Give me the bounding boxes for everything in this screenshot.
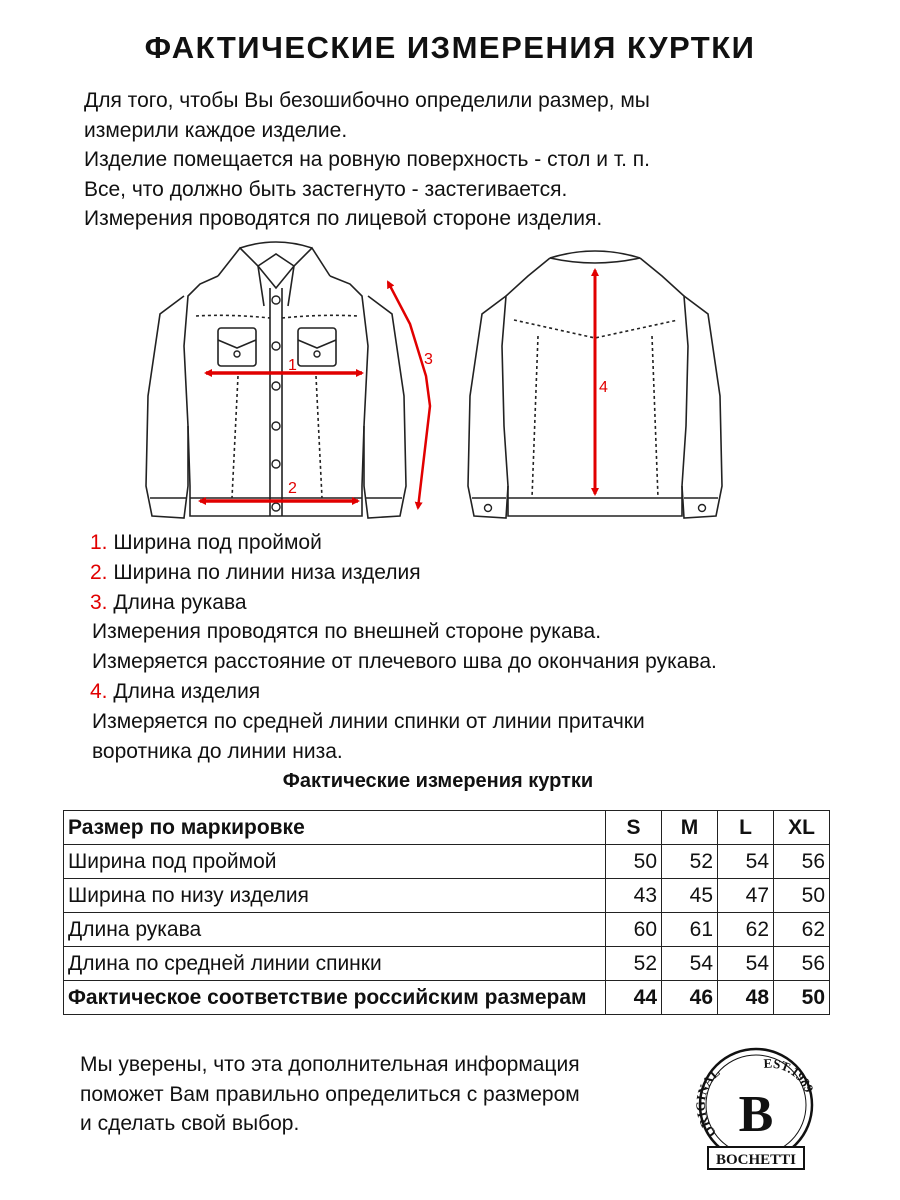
table-header-cell: XL (774, 811, 830, 845)
table-cell: Длина по средней линии спинки (64, 947, 606, 981)
intro-line: измерили каждое изделие. (84, 118, 348, 142)
measure-3-arrow (388, 282, 430, 508)
table-cell: 56 (774, 845, 830, 879)
table-cell: 61 (662, 913, 718, 947)
intro-line: Для того, чтобы Вы безошибочно определили размер, мы (84, 89, 650, 112)
legend-item (90, 677, 880, 707)
table-cell: 48 (718, 981, 774, 1015)
table-header-cell: L (718, 811, 774, 845)
table-cell: 45 (662, 879, 718, 913)
logo-ring-right: EST.1989 (763, 1055, 817, 1095)
legend-number: 1. (90, 531, 108, 554)
size-table (63, 810, 830, 1015)
table-row (64, 913, 830, 947)
table-cell: 54 (718, 947, 774, 981)
table-header-cell: Размер по маркировке (64, 811, 606, 845)
legend-note: воротника до линии низа. (92, 739, 343, 763)
intro-line: Изделие помещается на ровную поверхность - стол и т. п. (84, 148, 651, 171)
table-cell: Ширина по низу изделия (64, 879, 606, 913)
legend-item (90, 528, 880, 558)
measure-2-label: 2 (288, 480, 297, 497)
table-cell: 62 (774, 913, 830, 947)
jacket-diagram (140, 236, 760, 526)
table-header-cell: M (662, 811, 718, 845)
closing-line: Мы уверены, что эта дополнительная информация (80, 1053, 580, 1076)
legend-note: Измерения проводятся по внешней стороне рукава. (92, 620, 602, 644)
legend-number: 3. (90, 590, 108, 614)
legend-item (90, 558, 880, 588)
closing-text (80, 1050, 680, 1139)
table-cell: 52 (606, 947, 662, 981)
table-header-cell: S (606, 811, 662, 845)
legend-note: Измеряется расстояние от плечевого шва до окончания рукава. (92, 650, 717, 674)
legend-item (90, 588, 880, 618)
measure-4-label: 4 (599, 379, 608, 396)
legend-number: 2. (90, 560, 108, 584)
page-title: ФАКТИЧЕСКИЕ ИЗМЕРЕНИЯ КУРТКИ (144, 30, 756, 65)
legend-text: Ширина по линии низа изделия (113, 560, 421, 584)
table-cell: 54 (718, 845, 774, 879)
table-cell: 50 (774, 879, 830, 913)
logo-brand-name: BOCHETTI (715, 1152, 797, 1168)
table-row (64, 845, 830, 879)
table-title: Фактические измерения куртки (282, 770, 594, 792)
table-header-row (64, 811, 830, 845)
measure-3-label: 3 (424, 351, 433, 368)
legend-number: 4. (90, 679, 108, 703)
measurement-legend (90, 528, 880, 766)
legend-text: Длина изделия (113, 679, 261, 703)
logo-letter: B (738, 1086, 774, 1143)
intro-line: Все, что должно быть застегнуто - застегивается. (84, 177, 568, 201)
table-cell: Ширина под проймой (64, 845, 606, 879)
table-cell: 60 (606, 913, 662, 947)
table-row (64, 879, 830, 913)
table-cell: 47 (718, 879, 774, 913)
jacket-front-drawing (146, 242, 406, 518)
table-row (64, 947, 830, 981)
bochetti-logo (690, 1043, 822, 1175)
table-cell: Длина рукава (64, 913, 606, 947)
table-cell: 62 (718, 913, 774, 947)
table-cell: 43 (606, 879, 662, 913)
legend-note: Измеряется по средней линии спинки от линии притачки (92, 709, 645, 733)
intro-text (84, 86, 864, 234)
table-cell: 56 (774, 947, 830, 981)
measure-1-label: 1 (288, 357, 297, 374)
jacket-back-buttons (485, 505, 706, 512)
table-cell: Фактическое соответствие российским размерам (64, 981, 606, 1015)
logo-ring-left: ORIGINAL (692, 1064, 723, 1141)
table-row-russian-size (64, 981, 830, 1015)
table-cell: 54 (662, 947, 718, 981)
legend-text: Длина рукава (113, 590, 247, 614)
table-cell: 46 (662, 981, 718, 1015)
table-cell: 50 (606, 845, 662, 879)
closing-line: и сделать свой выбор. (80, 1112, 300, 1135)
closing-line: поможет Вам правильно определиться с размером (80, 1082, 580, 1106)
table-cell: 52 (662, 845, 718, 879)
legend-text: Ширина под проймой (113, 531, 322, 554)
intro-line: Измерения проводятся по лицевой стороне изделия. (84, 207, 603, 230)
table-cell: 50 (774, 981, 830, 1015)
table-cell: 44 (606, 981, 662, 1015)
